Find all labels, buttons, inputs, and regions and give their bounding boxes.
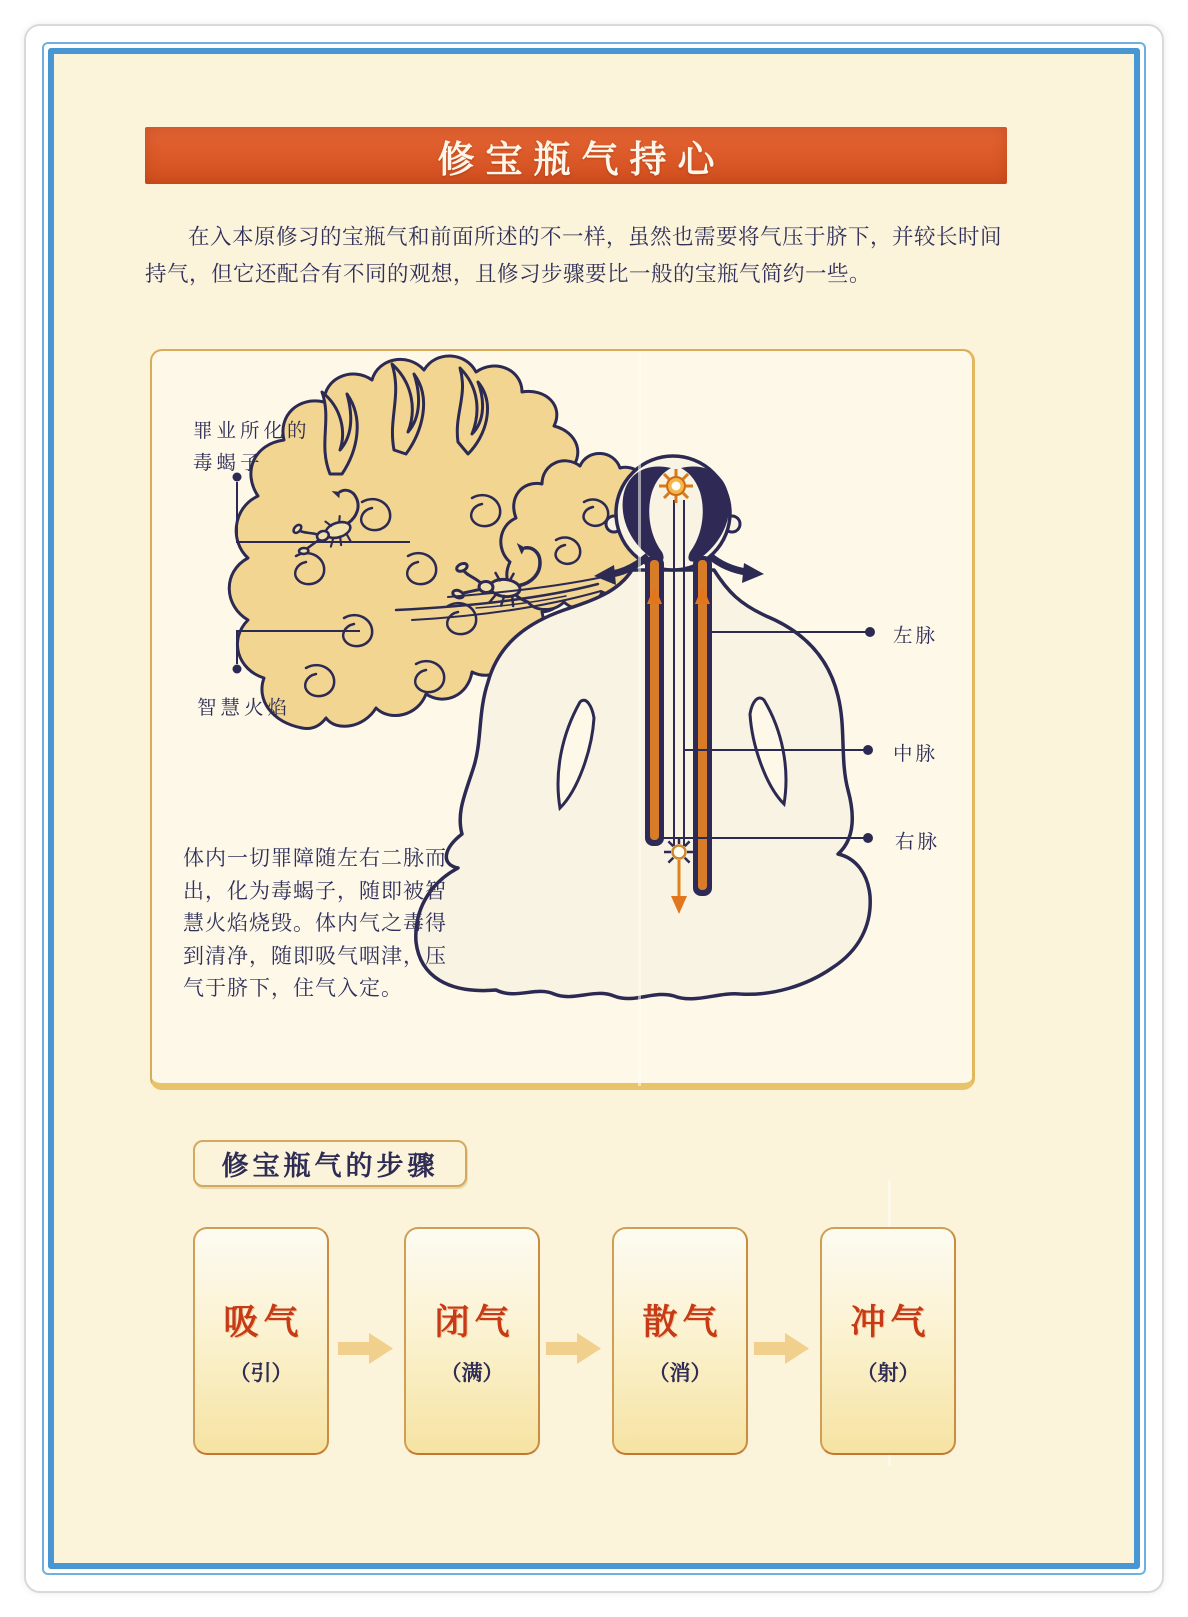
step-card-inhale bbox=[193, 1227, 329, 1455]
label-right-channel: 右脉 bbox=[895, 831, 941, 853]
steps-section-title: 修宝瓶气的步骤 bbox=[221, 1151, 439, 1181]
label-left-channel: 左脉 bbox=[893, 625, 939, 647]
right-arrow-icon bbox=[754, 1332, 810, 1365]
page-title: 修宝瓶气持心 bbox=[437, 138, 726, 180]
caption-line: 气于脐下，住气入定。 bbox=[183, 977, 403, 1000]
caption-line: 体内一切罪障随左右二脉而 bbox=[183, 847, 447, 870]
label-scorpion-line2: 毒蝎子 bbox=[193, 452, 264, 474]
chapter-header-bar bbox=[145, 127, 1007, 184]
right-arrow-icon bbox=[546, 1332, 602, 1365]
step-sublabel: （射） bbox=[856, 1362, 920, 1385]
step-sublabel: （满） bbox=[440, 1362, 504, 1385]
step-label: 冲气 bbox=[850, 1303, 931, 1342]
step-sublabel: （引） bbox=[229, 1362, 293, 1385]
intro-line: 在入本原修习的宝瓶气和前面所述的不一样，虽然也需要将气压于脐下，并较长时间 bbox=[188, 225, 1003, 249]
label-scorpion-line1: 罪业所化的 bbox=[193, 420, 311, 442]
caption-line: 慧火焰烧毁。体内气之毒得 bbox=[183, 912, 447, 935]
step-sublabel: （消） bbox=[648, 1362, 712, 1385]
step-card-expel bbox=[820, 1227, 956, 1455]
step-label: 闭气 bbox=[434, 1303, 515, 1342]
crown-sun-icon bbox=[659, 469, 693, 503]
diagram-caption bbox=[183, 843, 463, 1006]
step-card-disperse bbox=[612, 1227, 748, 1455]
label-central-channel: 中脉 bbox=[893, 743, 939, 765]
intro-paragraph bbox=[145, 219, 1025, 293]
step-label: 散气 bbox=[642, 1303, 723, 1342]
caption-line: 出，化为毒蝎子，随即被智 bbox=[183, 879, 447, 903]
label-wisdom-flame: 智慧火焰 bbox=[197, 697, 292, 719]
step-label: 吸气 bbox=[223, 1303, 304, 1342]
caption-line: 到清净，随即吸气咽津，压 bbox=[183, 944, 447, 968]
step-card-hold bbox=[404, 1227, 540, 1455]
page-fold-line bbox=[638, 352, 641, 1086]
right-arrow-icon bbox=[338, 1332, 394, 1365]
intro-line: 持气，但它还配合有不同的观想，且修习步骤要比一般的宝瓶气简约一些。 bbox=[145, 262, 872, 286]
steps-section-title-box bbox=[193, 1140, 467, 1187]
